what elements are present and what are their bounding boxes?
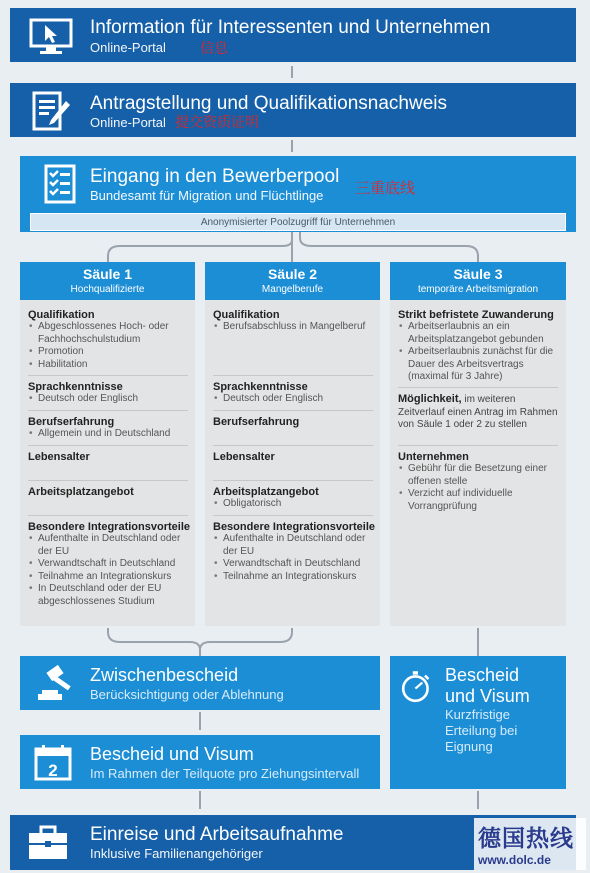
column-2-header bbox=[205, 262, 380, 300]
step-bescheid-visum-kurzfristig bbox=[390, 656, 566, 789]
c1-berufserfahrung: Berufserfahrung • Allgemein und in Deutschland bbox=[28, 416, 188, 441]
c1-integrationsvorteile: Besondere Integrationsvorteile • Aufenthalte in Deutschland oder der EU • Verwandtschaft in Deutschland • Teilnahme an Integrationskurs • In Deutschland oder der EU abgeschlossenes Studium bbox=[28, 521, 193, 608]
step-antragstellung bbox=[10, 83, 576, 137]
c1-arbeitsplatzangebot: Arbeitsplatzangebot bbox=[28, 486, 134, 498]
watermark-line1: 德国热线 bbox=[478, 825, 574, 851]
step-antragstellung-title: Antragstellung und Qualifikationsnachweis bbox=[90, 93, 447, 114]
list-item: • Aufenthalte in Deutschland oder der EU bbox=[28, 533, 193, 558]
list-item: • Habilitation bbox=[28, 359, 188, 372]
list-item: • Allgemein und in Deutschland bbox=[28, 428, 188, 441]
step-information-note: 信息 bbox=[200, 40, 228, 56]
step-bewerberpool-title: Eingang in den Bewerberpool bbox=[90, 166, 340, 187]
column-saeule-2 bbox=[205, 262, 380, 626]
c2-integrationsvorteile: Besondere Integrationsvorteile • Aufenthalte in Deutschland oder der EU • Verwandtschaft in Deutschland • Teilnahme an Integrationskurs bbox=[213, 521, 378, 583]
column-saeule-3 bbox=[390, 262, 566, 626]
pool-access-bar: Anonymisierter Poolzugriff für Unternehmen bbox=[30, 213, 566, 231]
column-saeule-1 bbox=[20, 262, 195, 626]
list-item: • Arbeitserlaubnis zunächst für die Dauer des Arbeitsvertrags (maximal für 3 Jahre) bbox=[398, 346, 562, 384]
stopwatch-icon bbox=[398, 666, 438, 706]
computer-cursor-icon bbox=[28, 17, 74, 57]
step-information-title: Information für Interessenten und Unternehmen bbox=[90, 17, 491, 38]
list-item: • Verwandtschaft in Deutschland bbox=[213, 558, 378, 571]
branch-connector bbox=[0, 230, 590, 266]
bescheid-visum-quote-title: Bescheid und Visum bbox=[90, 744, 254, 764]
list-item: • Obligatorisch bbox=[213, 498, 373, 511]
list-item: • Deutsch oder Englisch bbox=[28, 393, 188, 406]
calendar-icon bbox=[32, 743, 78, 783]
c2-qualifikation: Qualifikation • Berufsabschluss in Mangelberuf bbox=[213, 309, 373, 334]
column-2-subtitle: Mangelberufe bbox=[261, 284, 324, 295]
column-3-title: Säule 3 bbox=[453, 266, 503, 282]
form-pen-icon bbox=[28, 89, 74, 133]
bescheid-visum-quote-subtitle: Im Rahmen der Teilquote pro Ziehungsintervall bbox=[90, 766, 360, 781]
list-item: • In Deutschland oder der EU abgeschlossenes Studium bbox=[28, 583, 193, 608]
c2-lebensalter: Lebensalter bbox=[213, 451, 275, 463]
c3-unternehmen: Unternehmen • Gebühr für die Besetzung einer offenen stelle • Verzicht auf individuelle Vorrangprüfung bbox=[398, 451, 562, 513]
calendar-number: 2 bbox=[48, 761, 58, 780]
step-antragstellung-note: 提交资质证明 bbox=[175, 114, 259, 130]
step-information-subtitle: Online-Portal bbox=[90, 40, 166, 55]
step-bewerberpool-subtitle: Bundesamt für Migration und Flüchtlinge bbox=[90, 188, 324, 203]
column-2-title: Säule 2 bbox=[267, 266, 318, 282]
einreise-subtitle: Inklusive Familienangehöriger bbox=[90, 846, 263, 861]
list-item: • Teilnahme an Integrationskurs bbox=[213, 571, 378, 584]
watermark-logo bbox=[474, 818, 586, 870]
step-bewerberpool-note: 三重底线 bbox=[355, 180, 416, 197]
c3-moeglichkeit: Möglichkeit, im weiteren Zeitverlauf einen Antrag im Rahmen von Säule 1 oder 2 zu stellen bbox=[398, 393, 558, 430]
column-1-subtitle: Hochqualifizierte bbox=[70, 284, 145, 295]
column-3-subtitle: temporäre Arbeitsmigration bbox=[417, 284, 539, 295]
list-item: • Promotion bbox=[28, 346, 188, 359]
gavel-icon bbox=[34, 664, 80, 704]
c1-sprachkenntnisse: Sprachkenntnisse • Deutsch oder Englisch bbox=[28, 381, 188, 406]
column-1-title: Säule 1 bbox=[82, 266, 133, 282]
step-zwischenbescheid bbox=[20, 656, 380, 710]
column-3-header bbox=[390, 262, 566, 300]
list-item: • Deutsch oder Englisch bbox=[213, 393, 373, 406]
einreise-title: Einreise und Arbeitsaufnahme bbox=[90, 824, 344, 845]
list-item: • Aufenthalte in Deutschland oder der EU bbox=[213, 533, 378, 558]
zwischenbescheid-title: Zwischenbescheid bbox=[90, 665, 239, 685]
c3-befristete-zuwanderung: Strikt befristete Zuwanderung • Arbeitserlaubnis an ein Arbeitsplatzangebot gebunden • Arbeitserlaubnis zunächst für die Dauer des Arbeitsvertrags (maximal für 3 Jahre) bbox=[398, 309, 562, 384]
list-item: • Gebühr für die Besetzung einer offenen stelle bbox=[398, 463, 562, 488]
list-item: • Verwandtschaft in Deutschland bbox=[28, 558, 193, 571]
step-bescheid-visum-quote bbox=[20, 735, 380, 789]
merge-connector bbox=[0, 626, 590, 658]
c2-sprachkenntnisse: Sprachkenntnisse • Deutsch oder Englisch bbox=[213, 381, 373, 406]
watermark-line2: www.dolc.de bbox=[478, 853, 551, 867]
kurzfristig-line2: Erteilung bei bbox=[445, 723, 518, 738]
column-1-header bbox=[20, 262, 195, 300]
bescheid-visum-title-line2: und Visum bbox=[445, 686, 530, 706]
list-item: • Berufsabschluss in Mangelberuf bbox=[213, 321, 373, 334]
list-item: • Arbeitserlaubnis an ein Arbeitsplatzangebot gebunden bbox=[398, 321, 562, 346]
list-item: • Teilnahme an Integrationskurs bbox=[28, 571, 193, 584]
c2-berufserfahrung: Berufserfahrung bbox=[213, 416, 300, 428]
bescheid-visum-title-line1: Bescheid bbox=[445, 665, 520, 685]
briefcase-icon bbox=[26, 823, 72, 863]
list-item: • Verzicht auf individuelle Vorrangprüfung bbox=[398, 488, 562, 513]
zwischenbescheid-subtitle: Berücksichtigung oder Ablehnung bbox=[90, 687, 284, 702]
kurzfristig-line1: Kurzfristige bbox=[445, 707, 511, 722]
step-antragstellung-subtitle: Online-Portal bbox=[90, 115, 166, 130]
c1-lebensalter: Lebensalter bbox=[28, 451, 90, 463]
c2-arbeitsplatzangebot: Arbeitsplatzangebot • Obligatorisch bbox=[213, 486, 373, 511]
step-information bbox=[10, 8, 576, 62]
list-item: • Abgeschlossenes Hoch- oder Fachhochschulstudium bbox=[28, 321, 188, 346]
c1-qualifikation: Qualifikation • Abgeschlossenes Hoch- oder Fachhochschulstudium • Promotion • Habilitation bbox=[28, 309, 188, 371]
checklist-icon bbox=[38, 162, 84, 206]
kurzfristig-line3: Eignung bbox=[445, 739, 493, 754]
